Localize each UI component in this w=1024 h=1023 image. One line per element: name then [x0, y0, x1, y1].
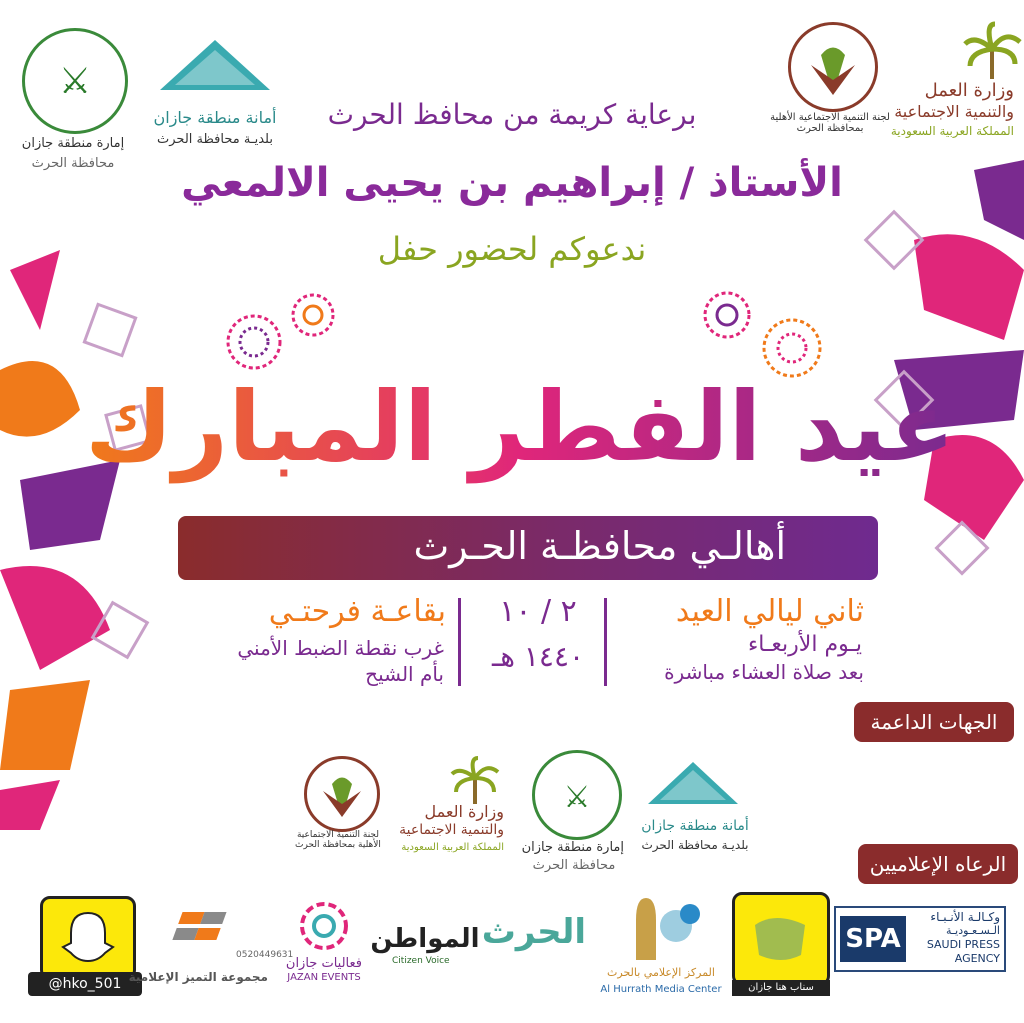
jazan-events-ar: فعاليات جازان	[285, 956, 362, 971]
date-line2: ١٤٤٠ هـ	[491, 640, 585, 673]
almowaten-en: Citizen Voice	[392, 956, 450, 966]
emirate-logo	[532, 750, 622, 840]
spa-ar-line1: وكـالـة الأنـبـاء	[930, 910, 1000, 924]
ministry-line2: والتنمية الاجتماعية	[894, 102, 1014, 121]
committee-name: لجنة التنمية الاجتماعية الأهلية بمحافظة الحرث	[295, 830, 381, 850]
right-ornament	[854, 160, 1024, 580]
night-text: ثاني ليالي العيد	[675, 594, 864, 629]
ministry-line1: وزارة العمل	[424, 802, 504, 821]
ministry-line2: والتنمية الاجتماعية	[399, 822, 504, 838]
venue-text: بقاعـة فرحتـي	[268, 594, 446, 629]
emirate-name: إمارة منطقة جازان	[521, 840, 624, 855]
amanah-name: أمانة منطقة جازان	[641, 818, 749, 834]
location-line1: غرب نقطة الضبط الأمني	[237, 636, 444, 660]
spa-logo	[834, 906, 1006, 972]
date-line1: ٢ / ١٠	[499, 594, 577, 629]
svg-text:⚔: ⚔	[563, 780, 591, 815]
ministry-line1: وزارة العمل	[924, 80, 1014, 101]
snapchat-code	[40, 896, 136, 980]
location-line2: بأم الشيح	[365, 662, 444, 686]
hurrath-media-logo	[616, 890, 706, 970]
audience-label: أهالـي محافظـة الحـرث	[413, 524, 786, 568]
emirate-subname: محافظة الحرث	[532, 858, 616, 873]
snap-handle: @hko_501	[28, 972, 142, 996]
tamayoz-phone: 0520449631	[236, 950, 294, 960]
spa-ar-line2: الـسـعـوديـة	[946, 924, 1000, 937]
audience-banner	[178, 516, 878, 580]
event-title: عيد الفطر المبارك	[84, 371, 956, 483]
palm-icon	[965, 24, 1020, 79]
host-name: الأستاذ / إبراهيم بن يحيى الالمعي	[181, 160, 843, 206]
hurrath-media-ar: المركز الإعلامي بالحرث	[607, 966, 715, 979]
amanah-name: أمانة منطقة جازان	[153, 108, 277, 127]
spa-mark: SPA	[840, 916, 906, 962]
media-sponsors-label: الرعاه الإعلاميين	[858, 844, 1018, 884]
spa-en-line2: AGENCY	[954, 952, 1000, 965]
jazan-events-logo	[296, 898, 352, 954]
committee-name: لجنة التنمية الاجتماعية الأهلية بمحافظة الحرث	[770, 112, 890, 134]
emirate-subname: محافظة الحرث	[31, 156, 115, 171]
spa-en-line1: SAUDI PRESS	[926, 938, 1000, 951]
day-text: يـوم الأربعـاء	[747, 632, 862, 657]
invite-text: ندعوكم لحضور حفل	[377, 230, 647, 268]
tamayoz-name: مجموعة التميز الإعلامية	[128, 970, 268, 984]
amanah-subname: بلديـة محافظة الحرث	[157, 132, 273, 147]
supporters-label: الجهات الداعمة	[854, 702, 1014, 742]
committee-logo	[304, 756, 380, 832]
palm-icon	[452, 758, 498, 804]
hurrath-media-en: Al Hurrath Media Center	[600, 984, 722, 995]
ministry-line3: المملكة العربية السعودية	[890, 124, 1014, 138]
snap-jazan-code	[732, 892, 830, 986]
emirate-name: إمارة منطقة جازان	[21, 136, 125, 151]
left-ornament	[0, 250, 170, 830]
ministry-line3: المملكة العربية السعودية	[401, 842, 504, 853]
patronage-text: برعاية كريمة من محافظ الحرث	[327, 98, 697, 131]
alharth-logo: الحرث	[481, 912, 586, 952]
almowaten-logo: المواطن	[370, 924, 480, 954]
divider	[458, 598, 461, 686]
amanah-subname: بلديـة محافظة الحرث	[641, 838, 749, 852]
amanah-logo	[648, 762, 738, 818]
snap-jazan-label: سناب هنا جازان	[732, 980, 830, 996]
jazan-events-en: JAZAN EVENTS	[287, 972, 361, 983]
svg-text:⚔: ⚔	[58, 61, 92, 102]
tamayoz-logo	[178, 908, 238, 956]
time-text: بعد صلاة العشاء مباشرة	[664, 660, 864, 684]
event-title-calligraphy	[84, 330, 956, 510]
